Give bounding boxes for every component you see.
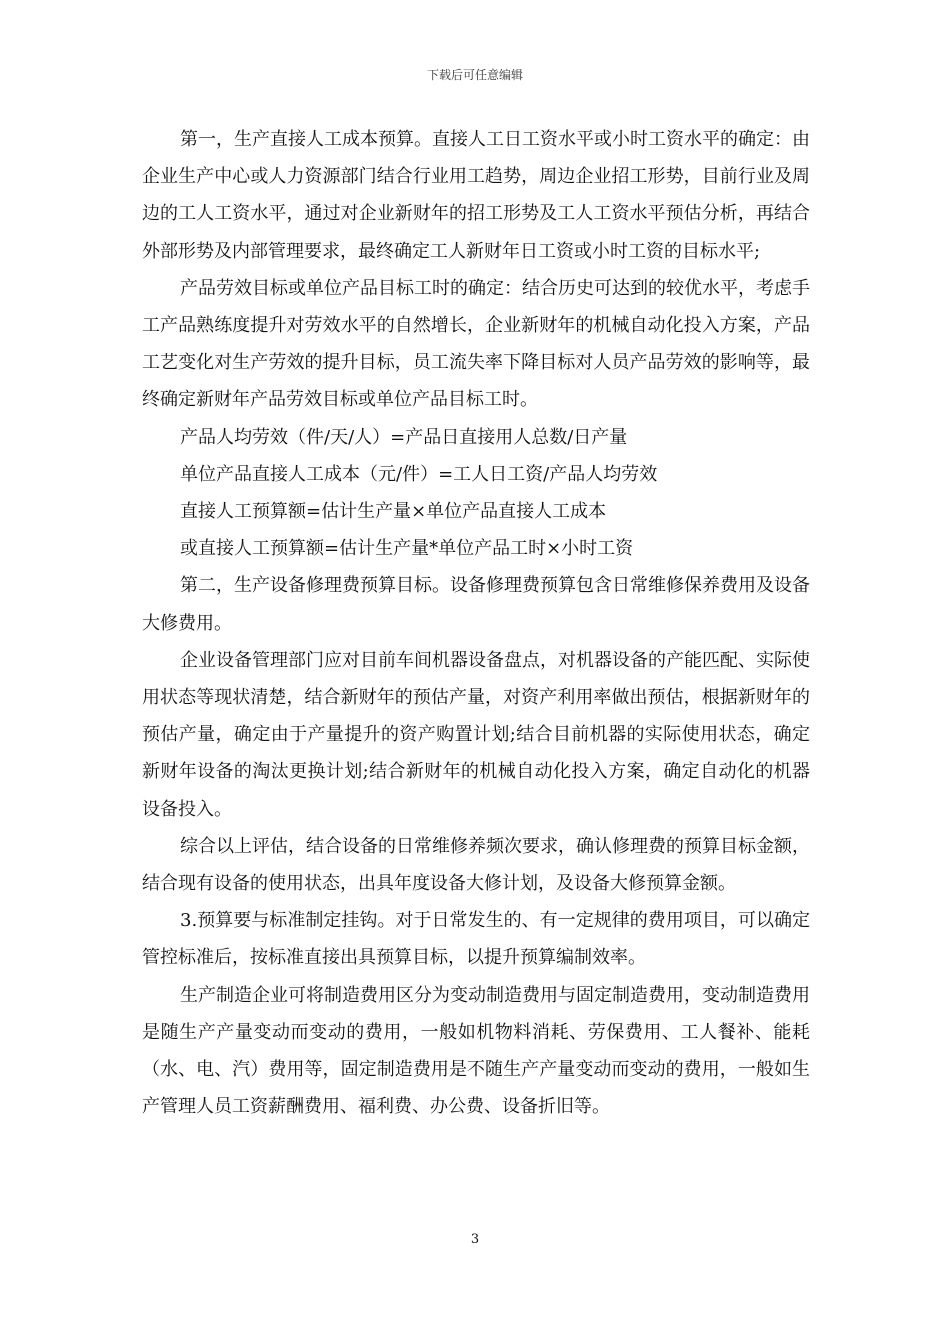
- formula-labor-budget: 直接人工预算额=估计生产量×单位产品直接人工成本: [180, 501, 607, 523]
- document-body: [142, 121, 810, 1125]
- paragraph-labor-efficiency-target: 产品劳效目标或单位产品目标工时的确定：结合历史可达到的较优水平，考虑手工产品熟练度提升对劳效水平的自然增长，企业新财年的机械自动化投入方案，产品工艺变化对生产劳效的提升目标，员工流失率下降目标对人员产品劳效的影响等，最终确定新财年产品劳效目标或单位产品目标工时。: [142, 277, 810, 411]
- paragraph-direct-labor-cost: 第一，生产直接人工成本预算。直接人工日工资水平或小时工资水平的确定：由企业生产中心或人力资源部门结合行业用工趋势，周边企业招工形势，目前行业及周边的工人工资水平，通过对企业新财年的招工形势及工人工资水平预估分析，再结合外部形势及内部管理要求，最终确定工人新财年日工资或小时工资的目标水平;: [142, 129, 810, 262]
- formula-unit-labor-cost: 单位产品直接人工成本（元/件）=工人日工资/产品人均劳效: [180, 463, 658, 485]
- paragraph-budget-standards: 3.预算要与标准制定挂钩。对于日常发生的、有一定规律的费用项目，可以确定管控标准后，按标准直接出具预算目标，以提升预算编制效率。: [142, 910, 810, 969]
- paragraph-equipment-inventory: 企业设备管理部门应对目前车间机器设备盘点，对机器设备的产能匹配、实际使用状态等现状清楚，结合新财年的预估产量，对资产利用率做出预估，根据新财年的预估产量，确定由于产量提升的资产购置计划;结合目前机器的实际使用状态，确定新财年设备的淘汰更换计划;结合新财年的机械自动化投入方案，确定自动化的机器设备投入。: [142, 649, 810, 820]
- formula-labor-budget-alt: 或直接人工预算额=估计生产量*单位产品工时×小时工资: [180, 538, 634, 560]
- paragraph-repair-evaluation: 综合以上评估，结合设备的日常维修养频次要求，确认修理费的预算目标金额，结合现有设备的使用状态，出具年度设备大修计划，及设备大修预算金额。: [142, 835, 810, 895]
- formula-per-capita-efficiency: 产品人均劳效（件/天/人）=产品日直接用人总数/日产量: [180, 426, 628, 448]
- page-header: 下载后可任意编辑: [426, 68, 523, 82]
- paragraph-manufacturing-expenses: 生产制造企业可将制造费用区分为变动制造费用与固定制造费用，变动制造费用是随生产产量变动而变动的费用，一般如机物料消耗、劳保费用、工人餐补、能耗（水、电、汽）费用等，固定制造费用是不随生产产量变动而变动的费用，一般如生产管理人员工资薪酬费用、福利费、办公费、设备折旧等。: [142, 984, 810, 1118]
- paragraph-equipment-repair: 第二，生产设备修理费预算目标。设备修理费预算包含日常维修保养费用及设备大修费用。: [142, 575, 810, 634]
- page-number: 3: [470, 1232, 480, 1247]
